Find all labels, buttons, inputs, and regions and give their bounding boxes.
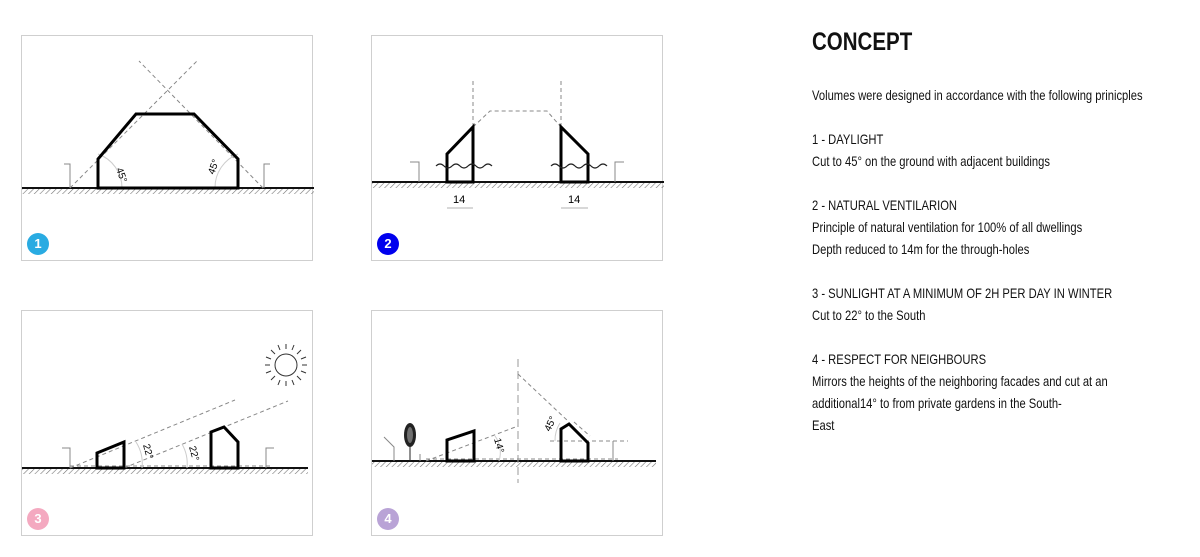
tree-icon — [404, 423, 416, 461]
principle-ventilation — [812, 194, 1182, 260]
step-badge-3: 3 — [27, 508, 49, 530]
angle-label-left: 45° — [113, 166, 129, 185]
principle-heading: 1 - DAYLIGHT — [812, 131, 884, 147]
principle-line: Cut to 22° to the South — [812, 307, 926, 323]
angle-label-1: 22° — [140, 442, 155, 461]
building-volume-high — [561, 424, 588, 461]
principle-sunlight — [812, 282, 1182, 326]
guide-lines — [426, 374, 628, 461]
angle-label-2: 22° — [186, 444, 201, 463]
depth-label-left: 14 — [453, 194, 466, 206]
concept-intro: Volumes were designed in accordance with the following prinicples — [812, 87, 1143, 103]
principle-heading: 2 - NATURAL VENTILARION — [812, 197, 958, 213]
concept-text — [812, 28, 1182, 436]
building-volume-left — [447, 127, 473, 182]
step-badge-1: 1 — [27, 233, 49, 255]
principle-heading: 3 - SUNLIGHT AT A MINIMUM OF 2H PER DAY IN WINTER — [812, 285, 1113, 301]
step-badge-2: 2 — [377, 233, 399, 255]
building-volume-high — [211, 427, 238, 468]
diagram-panel-neighbours — [371, 310, 663, 536]
principle-line: Mirrors the heights of the neighboring facades and cut at an — [812, 373, 1108, 389]
principle-neighbours — [812, 348, 1182, 436]
depth-label-right: 14 — [568, 194, 581, 206]
ventilation-section-drawing — [372, 36, 664, 262]
neighbours-section-drawing — [372, 311, 664, 537]
principle-line: East — [812, 417, 835, 433]
principle-line: additional14° to from private gardens in the South- — [812, 395, 1062, 411]
step-badge-4: 4 — [377, 508, 399, 530]
building-volume-right — [561, 127, 588, 182]
concept-title: CONCEPT — [812, 28, 913, 56]
22-degree-guides — [70, 400, 288, 468]
building-volume-low — [447, 431, 474, 461]
diagram-panel-daylight — [21, 35, 313, 261]
principle-line: Depth reduced to 14m for the through-holes — [812, 241, 1030, 257]
sunlight-section-drawing — [22, 311, 314, 537]
envelope-guides — [473, 81, 561, 127]
angle-label-right: 45° — [206, 158, 222, 177]
diagram-panel-sunlight — [21, 310, 313, 536]
principle-daylight — [812, 128, 1182, 172]
building-volume-low — [97, 442, 124, 468]
neighbour-markers — [62, 448, 274, 468]
diagram-panel-ventilation — [371, 35, 663, 261]
sun-icon — [265, 344, 307, 386]
angle-label-14: 14° — [491, 436, 506, 455]
angle-label-45: 45° — [542, 414, 560, 434]
daylight-section-drawing — [22, 36, 314, 262]
principle-heading: 4 - RESPECT FOR NEIGHBOURS — [812, 351, 987, 367]
principle-line: Cut to 45° on the ground with adjacent buildings — [812, 153, 1050, 169]
airflow-wave-icon — [436, 164, 607, 168]
principle-line: Principle of natural ventilation for 100% of all dwellings — [812, 219, 1083, 235]
